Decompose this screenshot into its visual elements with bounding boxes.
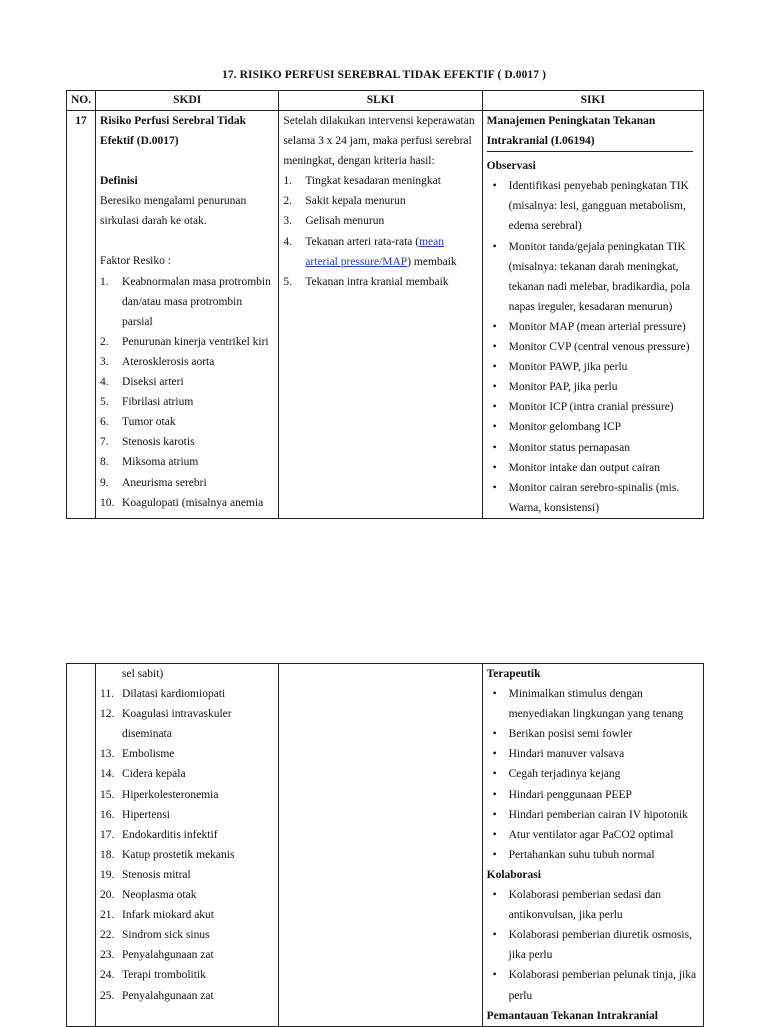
list-item: 9. Aneurisma serebri [100, 476, 207, 489]
terapeutik-list [487, 684, 699, 865]
list-item: • Cegah terjadinya kejang [487, 764, 699, 784]
list-item: 2. Penurunan kinerja ventrikel kiri [100, 335, 269, 348]
list-item: 10. Koagulopati (misalnya anemia [100, 496, 264, 509]
bullet-icon: • [492, 461, 497, 474]
list-item: • Monitor PAP, jika perlu [487, 377, 699, 397]
map-link[interactable]: mean arterial pressure/MAP [305, 235, 445, 268]
list-item: • Atur ventilator agar PaCO2 optimal [487, 825, 699, 845]
bullet-icon: • [492, 889, 497, 902]
header-no: NO. [67, 91, 96, 111]
list-item: 12. Koagulasi intravaskuler diseminata [100, 708, 232, 741]
bullet-icon: • [492, 421, 497, 434]
list-item: 11. Dilatasi kardiomiopati [100, 688, 226, 701]
bullet-icon: • [492, 441, 497, 454]
list-item: • Hindari pemberian cairan IV hipotonik [487, 805, 699, 825]
table-row [67, 111, 704, 519]
table-header-row [67, 91, 704, 111]
list-item: 17. Endokarditis infektif [100, 828, 218, 841]
bullet-icon: • [492, 969, 497, 982]
list-item: 3. Gelisah menurun [283, 215, 385, 228]
list-item: • Minimalkan stimulus dengan menyediakan lingkungan yang tenang [487, 684, 699, 724]
list-item: • Identifikasi penyebab peningkatan TIK (misalnya: lesi, gangguan metabolism, edema serebral) [487, 176, 699, 236]
document-title: 17. RISIKO PERFUSI SEREBRAL TIDAK EFEKTIF ( D.0017 ) [221, 69, 547, 81]
row-number: 17 [67, 111, 96, 519]
list-item: • Monitor CVP (central venous pressure) [487, 337, 699, 357]
table-row [67, 664, 704, 1027]
list-item: 3. Aterosklerosis aorta [100, 355, 215, 368]
list-item: • Monitor status pernapasan [487, 438, 699, 458]
bullet-icon: • [492, 240, 497, 253]
observasi-list [487, 176, 699, 518]
list-item: 21. Infark miokard akut [100, 909, 214, 922]
list-item: • Berikan posisi semi fowler [487, 724, 699, 744]
list-item: 5. Fibrilasi atrium [100, 396, 194, 409]
intervention-table-page1 [66, 90, 704, 519]
list-item: • Monitor MAP (mean arterial pressure) [487, 317, 699, 337]
bullet-icon: • [492, 341, 497, 354]
kolaborasi-label: Kolaborasi [486, 868, 541, 881]
list-item: • Kolaborasi pemberian pelunak tinja, jika perlu [487, 965, 699, 1005]
list-item: 19. Stenosis mitral [100, 868, 191, 881]
list-item: 6. Tumor otak [100, 416, 176, 429]
list-item: • Monitor PAWP, jika perlu [487, 357, 699, 377]
list-item: • Monitor cairan serebro-spinalis (mis. Warna, konsistensi) [487, 478, 699, 518]
bullet-icon: • [492, 320, 497, 333]
list-item: 20. Neoplasma otak [100, 889, 197, 902]
list-item: • Monitor intake dan output cairan [487, 458, 699, 478]
definisi-text: Beresiko mengalami penurunan sirkulasi darah ke otak. [100, 195, 247, 228]
row-number-empty [67, 664, 96, 1027]
list-item: • Hindari manuver valsava [487, 744, 699, 764]
list-item: 7. Stenosis karotis [100, 436, 195, 449]
terapeutik-label: Terapeutik [486, 668, 541, 680]
header-siki: SIKI [482, 91, 703, 111]
list-item: 1. Tingkat kesadaran meningkat [283, 175, 441, 188]
list-item: • Monitor gelombang ICP [487, 417, 699, 437]
pemantauan-label: Pemantauan Tekanan Intrakranial [486, 1009, 658, 1022]
bullet-icon: • [492, 180, 497, 193]
bullet-icon: • [492, 828, 497, 841]
list-item: 25. Penyalahgunaan zat [100, 989, 214, 1002]
list-item: 13. Embolisme [100, 748, 175, 761]
header-skdi: SKDI [96, 91, 279, 111]
kolaborasi-list [487, 885, 699, 1006]
observasi-label: Observasi [486, 160, 536, 173]
siki-cell [482, 111, 703, 519]
list-item: 22. Sindrom sick sinus [100, 929, 210, 942]
bullet-icon: • [492, 728, 497, 741]
faktor-risiko-list [100, 272, 274, 513]
list-item: 1. Keabnormalan masa protrombin dan/atau masa protrombin parsial [100, 275, 271, 328]
bullet-icon: • [492, 381, 497, 394]
list-item: • Monitor ICP (intra cranial pressure) [487, 397, 699, 417]
slki-cell-empty [279, 664, 482, 1027]
faktor-label: Faktor Resiko : [100, 255, 171, 268]
bullet-icon: • [492, 748, 497, 761]
faktor-continuation: sel sabit) [122, 668, 164, 680]
list-item: 15. Hiperkolesteronemia [100, 788, 219, 801]
list-item: 14. Cidera kepala [100, 768, 186, 781]
list-item: 8. Miksoma atrium [100, 456, 199, 469]
list-item: • Pertahankan suhu tubuh normal [487, 845, 699, 865]
intervention-table-page2 [66, 663, 704, 1027]
skdi-cell-continued [96, 664, 279, 1027]
bullet-icon: • [492, 929, 497, 942]
diagnosis-title: Risiko Perfusi Serebral Tidak Efektif (D.0017) [100, 115, 247, 148]
list-item: 24. Terapi trombolitik [100, 969, 206, 982]
header-slki: SLKI [279, 91, 482, 111]
list-item: • Kolaborasi pemberian sedasi dan antikonvulsan, jika perlu [487, 885, 699, 925]
kriteria-hasil-list [283, 171, 477, 292]
bullet-icon: • [492, 768, 497, 781]
list-item: • Hindari penggunaan PEEP [487, 785, 699, 805]
list-item: 23. Penyalahgunaan zat [100, 949, 214, 962]
list-item: • Kolaborasi pemberian diuretik osmosis, jika perlu [487, 925, 699, 965]
bullet-icon: • [492, 848, 497, 861]
intervention-title: Manajemen Peningkatan Tekanan Intrakranial (I.06194) [487, 111, 693, 152]
bullet-icon: • [492, 808, 497, 821]
bullet-icon: • [492, 401, 497, 414]
definisi-label: Definisi [100, 175, 138, 188]
faktor-risiko-list-continued [100, 684, 274, 1006]
list-item: 4. Tekanan arteri rata-rata (mean arterial pressure/MAP) membaik [283, 235, 457, 268]
list-item: 4. Diseksi arteri [100, 376, 184, 389]
list-item: 2. Sakit kepala menurun [283, 195, 406, 208]
bullet-icon: • [492, 361, 497, 374]
bullet-icon: • [492, 788, 497, 801]
siki-cell-continued [482, 664, 703, 1027]
list-item: 16. Hipertensi [100, 808, 170, 821]
bullet-icon: • [492, 481, 497, 494]
list-item: 5. Tekanan intra kranial membaik [283, 275, 449, 288]
slki-intro: Setelah dilakukan intervensi keperawatan selama 3 x 24 jam, maka perfusi serebral meningkat, dengan kriteria hasil: [283, 115, 475, 168]
list-item: • Monitor tanda/gejala peningkatan TIK (misalnya: tekanan darah meningkat, tekanan nadi melebar, bradikardia, pola napas ireguler, kesadaran menurun) [487, 237, 699, 317]
list-item: 18. Katup prostetik mekanis [100, 848, 235, 861]
slki-cell [279, 111, 482, 519]
skdi-cell [96, 111, 279, 519]
bullet-icon: • [492, 688, 497, 701]
